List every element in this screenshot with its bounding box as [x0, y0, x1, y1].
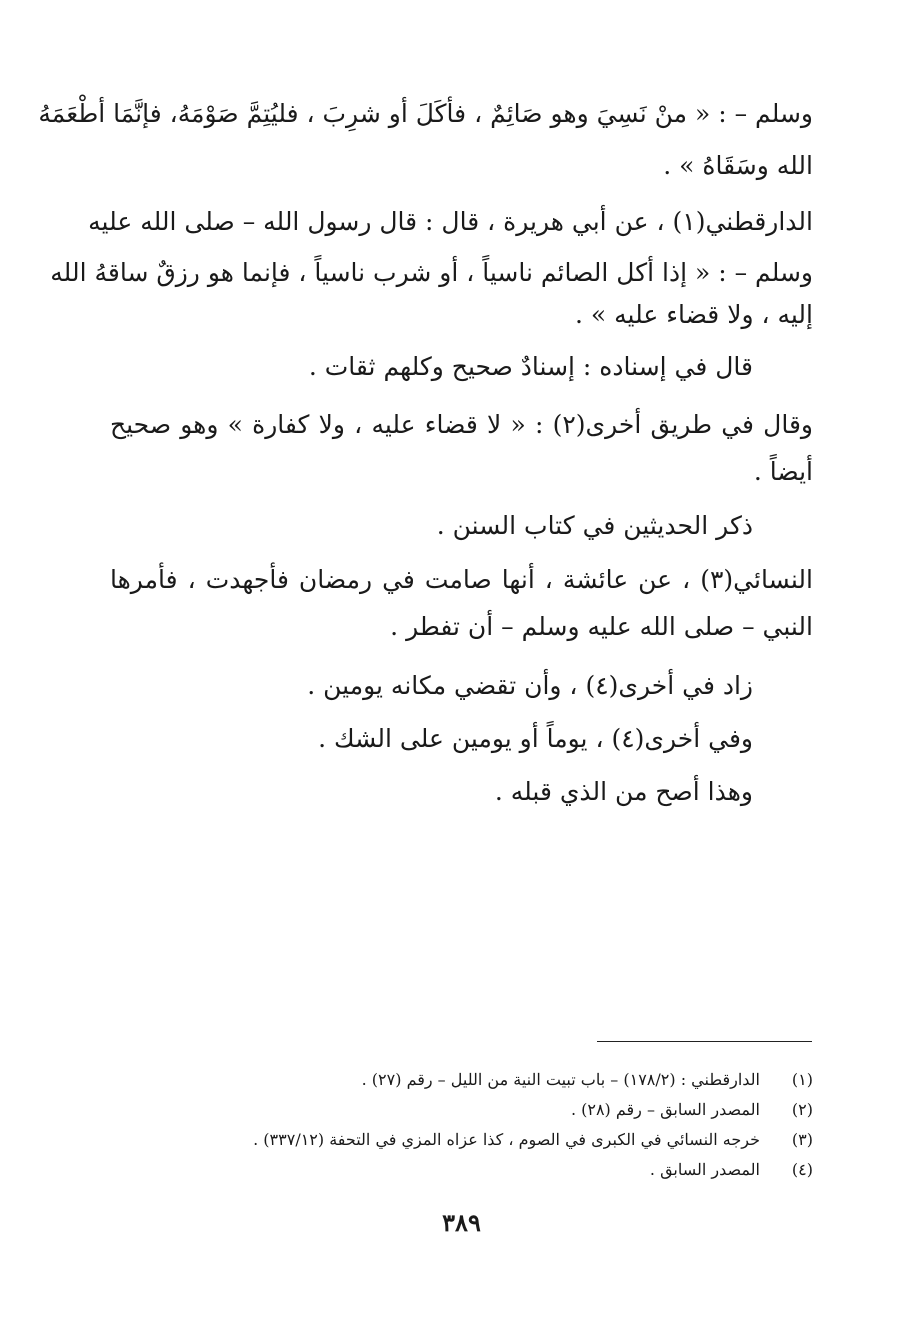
text-line: قال في إسناده : إسنادٌ صحيح وكلهم ثقات .: [308, 352, 753, 381]
text-line: الله وسَقَاهُ » .: [663, 151, 813, 180]
footnote-number: (٢): [791, 1100, 813, 1119]
text-line: زاد في أخرى(٤) ، وأن تقضي مكانه يومين .: [307, 671, 753, 700]
footnote-number: (٤): [791, 1160, 813, 1179]
footnote-number: (١): [791, 1070, 813, 1089]
text-line: النبي – صلى الله عليه وسلم – أن تفطر .: [390, 612, 813, 641]
text-line: أيضاً .: [753, 457, 813, 486]
text-line: ذكر الحديثين في كتاب السنن .: [436, 511, 753, 540]
text-line: وسلم – : « إذا أكل الصائم ناسياً ، أو شرب ناسياً ، فإنما هو رزقٌ ساقهُ الله: [50, 258, 813, 287]
text-line: وقال في طريق أخرى(٢) : « لا قضاء عليه ، ولا كفارة » وهو صحيح: [110, 410, 813, 439]
footnote-text: الدارقطني : (١٧٨/٢) – باب تبيت النية من الليل – رقم (٢٧) .: [361, 1070, 760, 1089]
text-line: وسلم – : « منْ نَسِيَ وهو صَائِمٌ ، فأكَلَ أو شرِبَ ، فليُتِمَّ صَوْمَهُ، فإنَّمَا أطْعَمَهُ: [38, 99, 813, 128]
footnote-text: المصدر السابق – رقم (٢٨) .: [570, 1100, 760, 1119]
page-number: ٣٨٩: [442, 1208, 481, 1237]
text-line: وفي أخرى(٤) ، يوماً أو يومين على الشك .: [318, 724, 753, 753]
text-line: النسائي(٣) ، عن عائشة ، أنها صامت في رمضان فأجهدت ، فأمرها: [110, 565, 813, 594]
text-line: إليه ، ولا قضاء عليه » .: [575, 300, 813, 329]
text-line: وهذا أصح من الذي قبله .: [494, 777, 753, 806]
footnote-text: خرجه النسائي في الكبرى في الصوم ، كذا عزاه المزي في التحفة (٣٣٧/١٢) .: [253, 1130, 760, 1149]
footnote-number: (٣): [791, 1130, 813, 1149]
footnote-divider: [597, 1041, 812, 1042]
footnote-text: المصدر السابق .: [649, 1160, 760, 1179]
text-line: الدارقطني(١) ، عن أبي هريرة ، قال : قال رسول الله – صلى الله عليه: [88, 207, 813, 236]
